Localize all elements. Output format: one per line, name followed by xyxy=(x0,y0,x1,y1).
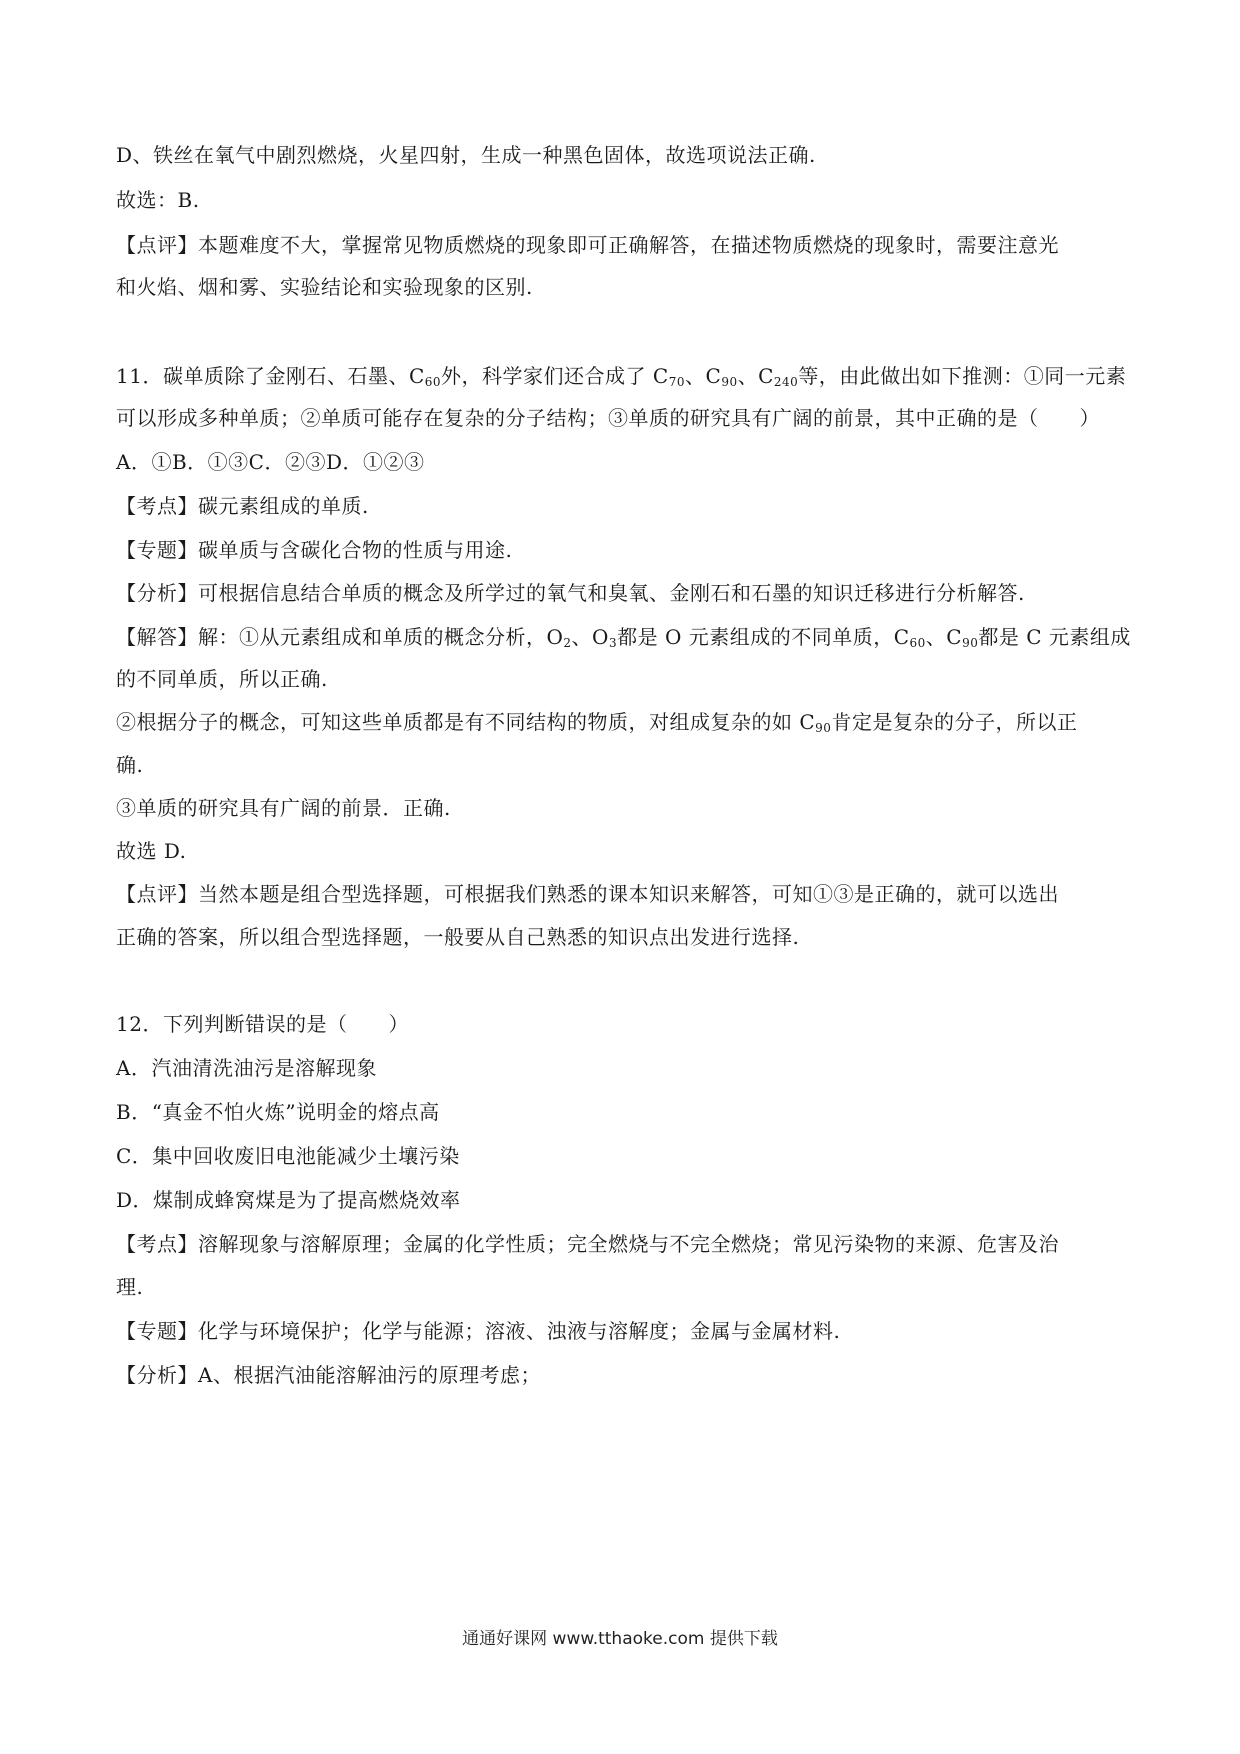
q10-review-line2: 和火焰、烟和雾、实验结论和实验现象的区别. xyxy=(116,275,533,299)
q12-option-c: C．集中回收废旧电池能减少土壤污染 xyxy=(116,1144,460,1168)
q12-kaodian-line1: 【考点】溶解现象与溶解原理；金属的化学性质；完全燃烧与不完全燃烧；常见污染物的来源、危害及治 xyxy=(116,1232,1059,1256)
q11-point2-text: 肯定是复杂的分子，所以正 xyxy=(831,710,1078,734)
q11-options: A．①B．①③C．②③D．①②③ xyxy=(116,450,425,474)
q11-review-line2: 正确的答案，所以组合型选择题，一般要从自己熟悉的知识点出发进行选择. xyxy=(116,925,800,949)
subscript: 60 xyxy=(909,636,926,650)
q12-stem: 12．下列判断错误的是（ ） xyxy=(116,1012,409,1036)
q12-kaodian-line2: 理. xyxy=(116,1275,144,1299)
subscript: 2 xyxy=(563,636,572,650)
q11-stem-text: 等，由此做出如下推测：①同一元素 xyxy=(798,364,1127,388)
q10-option-d: D、铁丝在氧气中剧烈燃烧，火星四射，生成一种黑色固体，故选项说法正确. xyxy=(116,143,816,167)
q12-fenxi: 【分析】A、根据汽油能溶解油污的原理考虑； xyxy=(116,1363,541,1387)
q11-jieda-text: 都是 O 元素组成的不同单质，C xyxy=(617,625,910,649)
q11-point2-line2: 确. xyxy=(116,753,144,777)
subscript: 3 xyxy=(608,636,618,650)
q11-stem-line2: 可以形成多种单质；②单质可能存在复杂的分子结构；③单质的研究具有广阔的前景，其中正确的是（ ） xyxy=(116,406,1100,430)
q12-option-d: D．煤制成蜂窝煤是为了提高燃烧效率 xyxy=(116,1188,461,1212)
q11-stem-text: 、C xyxy=(685,364,722,388)
q11-review-line1: 【点评】当然本题是组合型选择题，可根据我们熟悉的课本知识来解答，可知①③是正确的，就可以选出 xyxy=(116,882,1059,906)
q11-fenxi: 【分析】可根据信息结合单质的概念及所学过的氧气和臭氧、金刚石和石墨的知识迁移进行分析解答. xyxy=(116,581,1025,605)
q11-point3: ③单质的研究具有广阔的前景．正确. xyxy=(116,796,451,820)
q11-point2-line1 xyxy=(116,707,1136,737)
q11-jieda-text: 、C xyxy=(925,625,963,649)
subscript: 90 xyxy=(721,375,738,389)
q11-jieda-text: 【解答】解：①从元素组成和单质的概念分析，O xyxy=(116,625,564,649)
subscript: 60 xyxy=(424,375,442,389)
q11-kaodian: 【考点】碳元素组成的单质. xyxy=(116,494,369,518)
q11-stem-line1 xyxy=(116,361,1136,391)
q12-zhuanti: 【专题】化学与环境保护；化学与能源；溶液、浊液与溶解度；金属与金属材料. xyxy=(116,1319,841,1343)
q11-stem-text: 、C xyxy=(737,364,774,388)
q11-jieda-text: 、O xyxy=(571,625,609,649)
subscript: 90 xyxy=(962,636,979,650)
subscript: 70 xyxy=(668,375,685,389)
q11-zhuanti: 【专题】碳单质与含碳化合物的性质与用途. xyxy=(116,538,513,562)
q12-option-a: A．汽油清洗油污是溶解现象 xyxy=(116,1056,377,1080)
q12-option-b: B．“真金不怕火炼”说明金的熔点高 xyxy=(116,1100,440,1124)
page-footer: 通通好课网 www.tthaoke.com 提供下载 xyxy=(462,1629,778,1649)
q10-choice: 故选：B. xyxy=(116,188,200,212)
subscript: 90 xyxy=(815,721,832,735)
q10-review-line1: 【点评】本题难度不大，掌握常见物质燃烧的现象即可正确解答，在描述物质燃烧的现象时，需要注意光 xyxy=(116,233,1059,257)
q11-stem-text: 11．碳单质除了金刚石、石墨、C xyxy=(116,364,425,388)
q11-jieda-text: 都是 C 元素组成 xyxy=(978,625,1131,649)
q11-point2-text: ②根据分子的概念，可知这些单质都是有不同结构的物质，对组成复杂的如 C xyxy=(116,710,816,734)
q11-jieda-line2: 的不同单质，所以正确. xyxy=(116,667,328,691)
subscript: 240 xyxy=(773,375,799,389)
q11-stem-text: 外，科学家们还合成了 C xyxy=(441,364,669,388)
q11-choice: 故选 D. xyxy=(116,839,187,863)
q11-jieda-line1 xyxy=(116,622,1136,652)
